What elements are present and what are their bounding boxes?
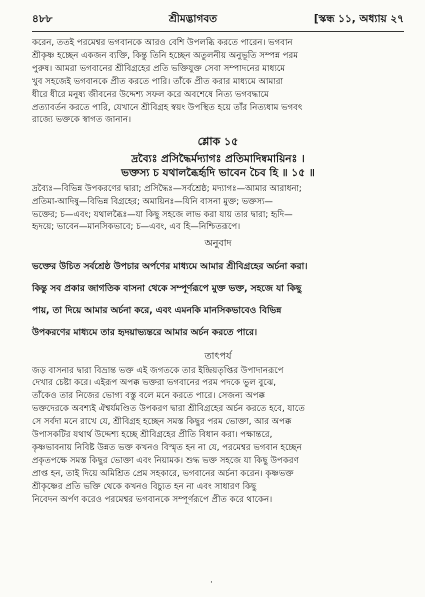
purport-line: কৃষ্ণভাবনায় নিবিষ্ট উন্নত ভক্ত কখনও বিস্মৃত হন না যে, পরমেশ্বর ভগবান হচ্ছেন: [32, 442, 302, 453]
synonym-line: প্রতিমা-আদিষু—বিভিন্ন বিগ্রহের; অমায়িনঃ—যিনি বাসনা মুক্ত; ভক্তস্য—: [32, 196, 273, 207]
intro-paragraph: [32, 37, 404, 127]
chapter-reference: [স্কন্ধ ১১, অধ্যায় ২৭: [313, 13, 404, 25]
purport-line: প্রকৃতপক্ষে সমস্ত কিছুর ভোক্তা এবং নিয়ামক। শুদ্ধ ভক্ত সহজে যা কিছু উপকরণ: [32, 455, 299, 466]
translation-block: [32, 261, 404, 341]
purport-line: জড় বাসনার দ্বারা বিভ্রান্ত ভক্ত এই জগতকে তার ইন্দ্রিয়তৃপ্তির উপাদানরূপে: [32, 365, 284, 376]
purport-heading: তাৎপর্য: [204, 350, 232, 362]
verse-heading: শ্লোক ১৫: [197, 135, 239, 149]
text-line: রাজ্যে ভক্তকে স্বাগত জানান।: [32, 115, 132, 126]
synonym-line: দ্রব্যৈঃ—বিভিন্ন উপকরণের দ্বারা; প্রসিদ্ধৈঃ—সর্বশ্রেষ্ঠ; মদ্যাগঃ—আমার আরাধনা;: [32, 184, 302, 195]
verse-line: দ্রব্যৈঃ প্রসিদ্ধৈর্মদ্যাগঃ প্রতিমাদিষ্বমায়িনঃ ।: [131, 153, 305, 166]
page: [32, 12, 404, 507]
synonym-line: হৃদয়ে; ভাবেন—মানসিকভাবে; চ—এবং, এব হি—নিশ্চিতরূপে।: [32, 222, 241, 233]
purport-line: প্রাপ্ত হন, তাই দিয়ে অমিশ্রিত প্রেম সহকারে, ভগবানের অর্চনা করেন। কৃষ্ণভক্ত: [32, 468, 294, 479]
translation-line: পায়, তা দিয়ে আমার অর্চনা করে, এবং এমনকি মানসিকভাবেও বিভিন্ন: [32, 306, 282, 317]
synonyms-block: [32, 183, 404, 233]
text-line: শ্রীকৃষ্ণ হচ্ছেন একজন ব্যক্তি, কিন্তু তিনি হচ্ছেন অতুলনীয় অনুভূতি সম্পন্ন পরম: [32, 50, 298, 61]
text-line: করেন, ততই পরমেশ্বর ভগবানকে আরও বেশি উপলব্ধি করতে পারেন। ভগবান: [32, 38, 293, 48]
purport-block: [32, 365, 404, 507]
purport-line: সে সর্বদা মনে রাখে যে, শ্রীবিগ্রহ হচ্ছেন সমস্ত কিছুর পরম ভোক্তা, আর অপক্ক: [32, 417, 292, 428]
translation-line: কিন্তু সব প্রকার জাগতিক বাসনা থেকে সম্পূর্ণরূপে মুক্ত ভক্ত, সহজে যা কিছু: [32, 283, 302, 294]
text-line: খুব সহজেই ভগবানকে প্রীত করতে পারি। তাঁকে প্রীত করার মাধ্যমে আমারা: [32, 76, 283, 87]
purport-line: নিবেদন অর্পণ করেও পরমেশ্বর ভগবানকে সম্পূর্ণরূপে প্রীত করে থাকেন।: [32, 494, 273, 505]
purport-line: তাঁকেও তার নিজের ভোগ্য বস্তু বলে মনে করতে পারে। সেজন্য অপক্ক: [32, 391, 265, 402]
purport-line: উপাসকটির যথার্থ উদ্দেশ্য হচ্ছে শ্রীবিগ্রহের প্রীতি বিধান করা। পক্ষান্তরে,: [32, 430, 273, 441]
synonym-line: ভক্তের; চ—এবং; যথালব্ধৈঃ—যা কিছু সহজে লাভ করা যায় তার দ্বারা; হৃদি—: [32, 209, 293, 220]
purport-line: শ্রীকৃষ্ণের প্রতি ভক্তি থেকে কখনও বিচ্যুত হন না এবং সাধারণ কিছু: [32, 481, 257, 492]
purport-line: দেখার চেষ্টা করে। এইরূপ অপক্ক ভক্তরা ভগবানের পরম পদকে ভুল বুঝে,: [32, 378, 276, 389]
text-line: প্রত্যাবর্তন করতে পারি, যেখানে শ্রীবিগ্রহ স্বয়ং উপস্থিত হয়ে তাঁর নিত্যধাম ভগবৎ: [32, 102, 303, 113]
purport-line: ভক্তদেরকে অবশ্যই ঐশ্বর্যমণ্ডিত উপকরণ দ্বারা শ্রীবিগ্রহের অর্চন করতে হবে, যাতে: [32, 404, 305, 415]
footer-mark: ·: [210, 578, 213, 588]
page-number: ৪৮৮: [32, 13, 53, 25]
translation-heading: অনুবাদ: [204, 237, 232, 249]
text-line: পুরুষ। আমরা ভগবানের শ্রীবিগ্রহের প্রতি ভক্তিযুক্ত সেবা সম্পাদনের মাধ্যমে: [32, 63, 286, 74]
translation-line: উপকরণের মাধ্যমে তার হৃদয়াভ্যন্তরে আমার অর্চন করতে পারে।: [32, 328, 258, 339]
translation-line: ভক্তের উচিত সর্বশ্রেষ্ঠ উপচার অর্পণের মাধ্যমে আমার শ্রীবিগ্রহের অর্চনা করা।: [32, 261, 308, 272]
verse-line: ভক্তস্য চ যথালব্ধৈর্হৃদি ভাবেন চৈব হি ॥ ১৫ ॥: [121, 167, 315, 180]
running-header: [32, 12, 404, 32]
text-line: ধীরে ধীরে মনুষ্য জীবনের উদ্দেশ্য সফল করে অবশেষে নিত্য ভগবদ্ধামে: [32, 89, 269, 100]
book-title: শ্রীমদ্ভাগবত: [168, 13, 218, 25]
